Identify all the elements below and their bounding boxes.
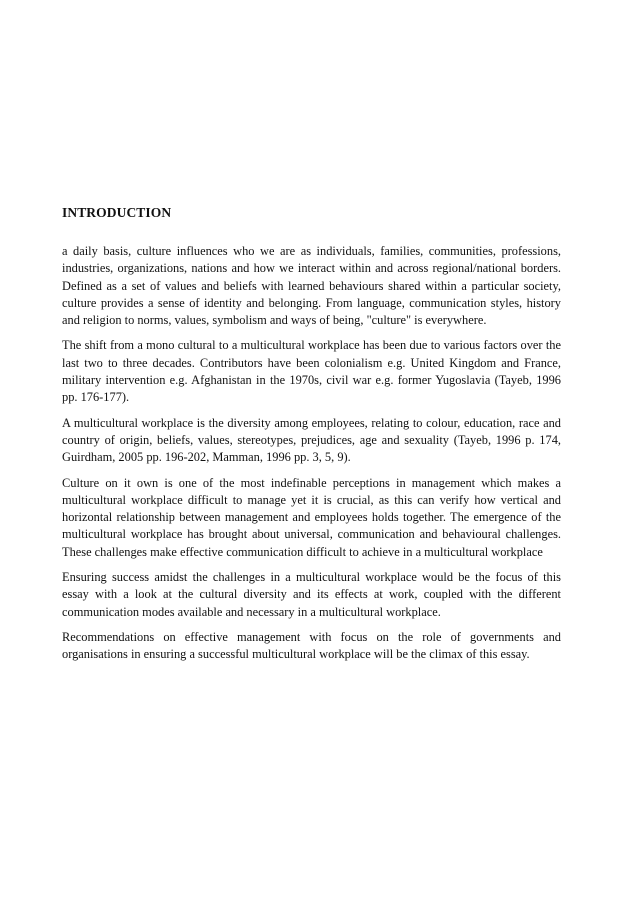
paragraph-essay-focus: Ensuring success amidst the challenges in a multicultural workplace would be the focus of this essay with a look at the cultural diversity and its effects at work, coupled with the different communication modes available and necessary in a multicultural workplace. bbox=[62, 570, 561, 619]
paragraph-culture-management: Culture on it own is one of the most indefinable perceptions in management which makes a multicultural workplace difficult to manage yet it is crucial, as this can verify how vertical and horizontal relationship between management and employees holds together. The emergence of the multicultural workplace has brought about universal, communication and behavioural challenges. These challenges make effective communication difficult to achieve in a multicultural workplace bbox=[62, 475, 561, 559]
document-page bbox=[62, 205, 561, 672]
paragraph-culture-definition: a daily basis, culture influences who we are as individuals, families, communities, professions, industries, organizations, nations and how we interact within and across regional/national borders. Defined as a set of values and beliefs with learned behaviours shared within a particular society, culture provides a sense of identity and belonging. From language, communication styles, history and religion to norms, values, symbolism and ways of being, "culture" is everywhere. bbox=[62, 244, 561, 328]
paragraph-workplace-diversity: A multicultural workplace is the diversity among employees, relating to colour, education, race and country of origin, beliefs, values, stereotypes, prejudices, age and sexuality (Tayeb, 1996 p. 174, Guirdham, 2005 pp. 196-202, Mamman, 1996 pp. 3, 5, 9). bbox=[62, 415, 561, 465]
section-heading: INTRODUCTION bbox=[62, 205, 172, 220]
paragraph-shift-multicultural: The shift from a mono cultural to a multicultural workplace has been due to various factors over the last two to three decades. Contributors have been colonialism e.g. United Kingdom and France, military intervention e.g. Afghanistan in the 1970s, civil war e.g. former Yugoslavia (Tayeb, 1996 pp. 176-177). bbox=[62, 338, 561, 405]
paragraph-recommendations: Recommendations on effective management with focus on the role of governments and organisations in ensuring a successful multicultural workplace will be the climax of this essay. bbox=[62, 629, 561, 662]
